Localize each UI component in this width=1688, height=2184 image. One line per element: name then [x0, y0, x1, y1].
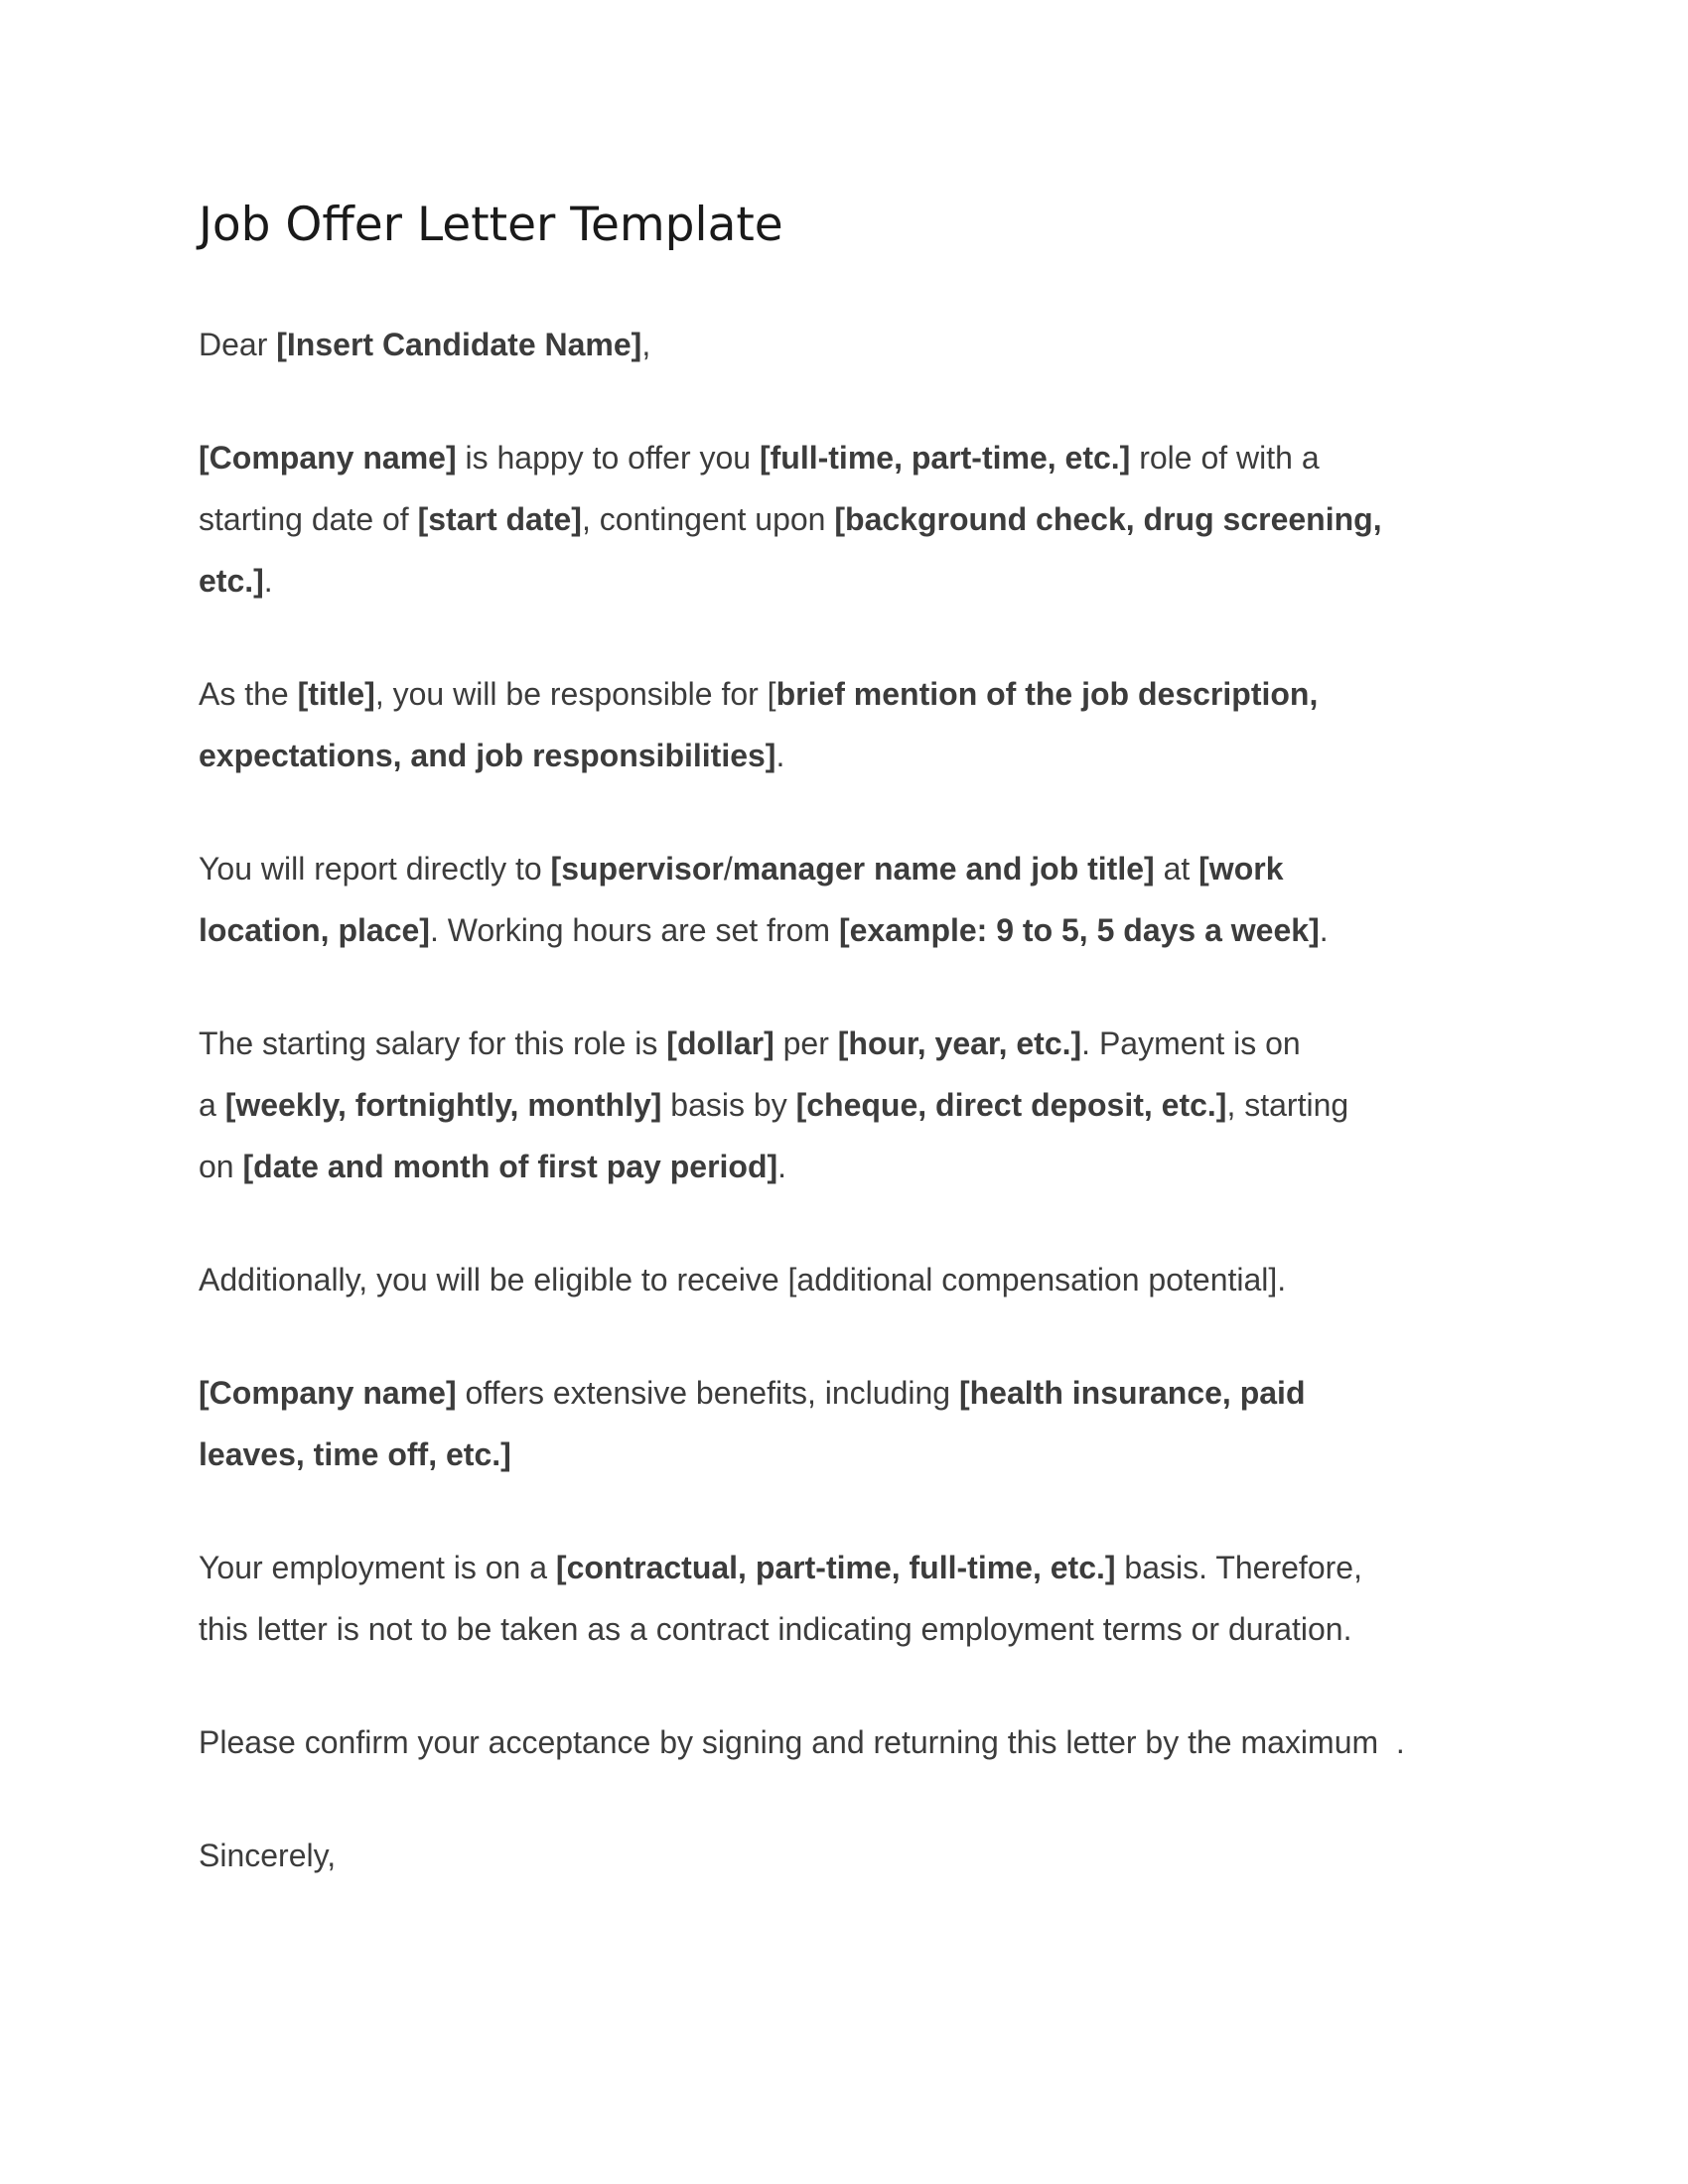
role-line-2	[199, 725, 1489, 786]
benefits-text-1: offers extensive benefits, including	[456, 1375, 959, 1411]
confirmation-paragraph	[199, 1711, 1489, 1773]
role-line-1	[199, 663, 1489, 725]
benefits-placeholder-1: [health insurance, paid	[958, 1375, 1306, 1411]
benefits-line-1	[199, 1362, 1489, 1424]
role-text-1: As the	[199, 676, 298, 712]
report-text-1: You will report directly to	[199, 851, 551, 887]
job-description-placeholder-2: expectations, and job responsibilities]	[199, 738, 776, 773]
benefits-paragraph	[199, 1362, 1489, 1485]
confirmation-line: Please confirm your acceptance by signing and returning this letter by the maximum .	[199, 1724, 1405, 1760]
salary-text-2: per	[774, 1025, 838, 1061]
employment-type-placeholder: [full-time, part-time, etc.]	[759, 440, 1131, 476]
report-text-4: .	[1319, 912, 1329, 948]
start-date-placeholder: [start date]	[417, 501, 582, 537]
salary-text-5: basis by	[661, 1087, 796, 1123]
salary-line-1	[199, 1013, 1489, 1074]
offer-paragraph	[199, 427, 1489, 612]
salary-text-3: . Payment is on	[1081, 1025, 1301, 1061]
offer-line-1	[199, 427, 1489, 488]
salary-text-1: The starting salary for this role is	[199, 1025, 667, 1061]
offer-text-1: is happy to offer you	[456, 440, 760, 476]
salary-line-2	[199, 1074, 1489, 1136]
offer-text-4: , contingent upon	[581, 501, 835, 537]
salary-text-8: .	[777, 1149, 787, 1184]
supervisor-placeholder: [supervisor	[550, 851, 724, 887]
report-slash: /	[723, 851, 733, 887]
salary-line-3	[199, 1136, 1489, 1197]
company-name-placeholder: [Company name]	[199, 1375, 457, 1411]
additional-line: Additionally, you will be eligible to receive [additional compensation potential].	[199, 1262, 1287, 1297]
candidate-name-placeholder: [Insert Candidate Name]	[276, 327, 642, 362]
report-line-1	[199, 838, 1489, 899]
document-title: Job Offer Letter Template	[199, 198, 783, 252]
report-text-2: at	[1154, 851, 1199, 887]
benefits-line-2	[199, 1424, 1489, 1485]
report-text-3: . Working hours are set from	[429, 912, 839, 948]
pay-frequency-placeholder: [weekly, fortnightly, monthly]	[224, 1087, 662, 1123]
offer-line-2	[199, 488, 1489, 550]
offer-text-2: role of with a	[1130, 440, 1320, 476]
closing-line: Sincerely,	[199, 1838, 337, 1873]
contingency-placeholder-1: [background check, drug screening,	[834, 501, 1382, 537]
employment-basis-paragraph	[199, 1537, 1489, 1660]
offer-text-5: .	[263, 563, 273, 599]
work-location-placeholder-2: location, place]	[199, 912, 430, 948]
report-line-2	[199, 899, 1489, 961]
pay-unit-placeholder: [hour, year, etc.]	[837, 1025, 1082, 1061]
greeting-dear: Dear	[199, 327, 277, 362]
payment-method-placeholder: [cheque, direct deposit, etc.]	[795, 1087, 1227, 1123]
employment-line-1	[199, 1537, 1489, 1598]
salary-amount-placeholder: [dollar]	[666, 1025, 774, 1061]
working-hours-placeholder: [example: 9 to 5, 5 days a week]	[838, 912, 1320, 948]
role-paragraph	[199, 663, 1489, 786]
salary-text-4: a	[199, 1087, 225, 1123]
benefits-placeholder-2: leaves, time off, etc.]	[199, 1436, 511, 1472]
contingency-placeholder-2: etc.]	[199, 563, 264, 599]
offer-line-3	[199, 550, 1489, 612]
greeting-comma: ,	[641, 327, 651, 362]
employment-text-1: Your employment is on a	[199, 1550, 556, 1585]
role-text-2: , you will be responsible for [	[374, 676, 776, 712]
first-pay-period-placeholder: [date and month of first pay period]	[242, 1149, 778, 1184]
report-paragraph	[199, 838, 1489, 961]
job-description-placeholder-1: brief mention of the job description,	[775, 676, 1319, 712]
salary-text-6: , starting	[1226, 1087, 1349, 1123]
job-title-placeholder: [title]	[297, 676, 375, 712]
salary-text-7: on	[199, 1149, 243, 1184]
role-text-3: .	[775, 738, 785, 773]
manager-placeholder: manager name and job title]	[732, 851, 1155, 887]
employment-text-2: basis. Therefore,	[1115, 1550, 1362, 1585]
greeting-paragraph	[199, 314, 1489, 375]
salary-paragraph	[199, 1013, 1489, 1197]
greeting-line	[199, 314, 1489, 375]
closing-paragraph	[199, 1825, 1489, 1886]
offer-text-3: starting date of	[199, 501, 418, 537]
letter-body	[199, 314, 1489, 1938]
employment-line-2: this letter is not to be taken as a contract indicating employment terms or duration.	[199, 1611, 1352, 1647]
company-name-placeholder: [Company name]	[199, 440, 457, 476]
additional-compensation-paragraph	[199, 1249, 1489, 1310]
work-location-placeholder-1: [work	[1198, 851, 1284, 887]
employment-basis-placeholder: [contractual, part-time, full-time, etc.]	[555, 1550, 1116, 1585]
